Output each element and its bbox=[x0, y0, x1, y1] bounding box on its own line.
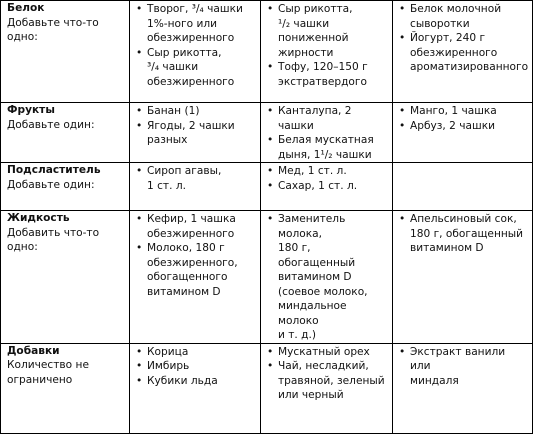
list-item bbox=[134, 104, 256, 119]
option-cell bbox=[393, 103, 533, 163]
category-cell bbox=[1, 163, 130, 211]
list-item bbox=[134, 241, 256, 299]
list-item bbox=[397, 119, 528, 134]
option-text: Йогурт, 240 г обезжиренного ароматизированного bbox=[410, 32, 529, 73]
option-list bbox=[134, 212, 256, 299]
option-list bbox=[134, 104, 256, 148]
table-body bbox=[1, 1, 533, 434]
option-text: Апельсиновый сок, 180 г, обогащенный витамином D bbox=[410, 213, 524, 254]
option-text: Канталупа, 2 чашки bbox=[278, 105, 352, 132]
option-list bbox=[134, 345, 256, 389]
category-instruction: Добавьте что-то одно: bbox=[7, 16, 99, 43]
list-item bbox=[134, 46, 256, 90]
option-cell bbox=[130, 163, 261, 211]
option-list bbox=[265, 164, 388, 193]
option-cell bbox=[130, 211, 261, 344]
option-list bbox=[397, 104, 528, 133]
option-cell bbox=[393, 1, 533, 103]
list-item bbox=[265, 104, 388, 133]
list-item bbox=[134, 212, 256, 241]
category-cell bbox=[1, 103, 130, 163]
list-item bbox=[134, 2, 256, 46]
option-text: Молоко, 180 г обезжиренного, обогащенного витамином D bbox=[147, 242, 238, 298]
option-cell bbox=[261, 343, 393, 433]
option-text: Мед, 1 ст. л. bbox=[278, 165, 347, 177]
list-item bbox=[265, 60, 388, 89]
option-text: Белая мускатная дыня, 1¹/₂ чашки bbox=[278, 134, 374, 161]
option-cell bbox=[393, 211, 533, 344]
category-title: Добавки bbox=[7, 344, 60, 357]
list-item bbox=[265, 359, 388, 403]
option-list bbox=[134, 2, 256, 89]
list-item bbox=[134, 359, 256, 374]
list-item bbox=[265, 212, 388, 343]
option-text: Мускатный орех bbox=[278, 345, 370, 358]
category-title: Белок bbox=[7, 2, 45, 14]
option-cell bbox=[261, 1, 393, 103]
option-text: Кефир, 1 чашка обезжиренного bbox=[147, 213, 236, 240]
list-item bbox=[265, 133, 388, 162]
table-row-liquid bbox=[1, 211, 533, 344]
option-text: Белок молочной сыворотки bbox=[410, 3, 502, 30]
list-item bbox=[397, 2, 528, 31]
category-instruction: Добавьте один: bbox=[7, 118, 95, 131]
table-row-protein bbox=[1, 1, 533, 103]
option-text: Заменитель молока, 180 г, обогащенный витамином D (соевое молоко, миндальное молоко и т. д.) bbox=[278, 213, 368, 341]
option-text: Манго, 1 чашка bbox=[410, 105, 497, 117]
option-list bbox=[265, 212, 388, 343]
option-list bbox=[397, 345, 528, 389]
category-instruction: Добавьте один: bbox=[7, 178, 95, 191]
list-item bbox=[134, 345, 256, 360]
option-cell bbox=[130, 1, 261, 103]
option-cell bbox=[130, 103, 261, 163]
list-item bbox=[397, 212, 528, 256]
list-item bbox=[265, 2, 388, 60]
list-item bbox=[134, 374, 256, 389]
option-text: Имбирь bbox=[147, 360, 190, 372]
list-item bbox=[265, 345, 388, 360]
option-cell bbox=[261, 103, 393, 163]
option-cell bbox=[393, 163, 533, 211]
option-list bbox=[265, 104, 388, 162]
option-text: Экстракт ванили или миндаля bbox=[410, 345, 506, 387]
category-title: Жидкость bbox=[7, 212, 70, 224]
option-text: Арбуз, 2 чашки bbox=[410, 119, 495, 132]
list-item bbox=[265, 179, 388, 194]
list-item bbox=[134, 119, 256, 148]
category-cell bbox=[1, 1, 130, 103]
option-text: Сахар, 1 ст. л. bbox=[278, 179, 358, 192]
option-list bbox=[265, 345, 388, 403]
option-list bbox=[265, 2, 388, 89]
list-item bbox=[397, 31, 528, 75]
list-item bbox=[397, 104, 528, 119]
option-cell bbox=[130, 343, 261, 433]
option-text: Сироп агавы, 1 ст. л. bbox=[147, 165, 222, 192]
table-row-fruit bbox=[1, 103, 533, 163]
category-title: Фрукты bbox=[7, 104, 55, 116]
option-text: Тофу, 120–150 г экстратвердого bbox=[278, 61, 368, 88]
option-text: Сыр рикотта, ³/₄ чашки обезжиренного bbox=[147, 46, 235, 88]
list-item bbox=[134, 164, 256, 193]
option-text: Корица bbox=[147, 345, 189, 358]
category-cell bbox=[1, 343, 130, 433]
table-row-sweetener bbox=[1, 163, 533, 211]
option-text: Творог, ³/₄ чашки 1%-ного или обезжиренного bbox=[147, 3, 243, 44]
category-instruction: Количество не ограничено bbox=[7, 359, 89, 386]
category-instruction: Добавить что-то одно: bbox=[7, 226, 100, 253]
option-list bbox=[397, 212, 528, 256]
option-cell bbox=[393, 343, 533, 433]
option-list bbox=[397, 2, 528, 75]
option-text: Сыр рикотта, ¹/₂ чашки пониженной жирности bbox=[278, 3, 353, 59]
option-cell bbox=[261, 163, 393, 211]
list-item bbox=[265, 164, 388, 179]
option-text: Ягоды, 2 чашки разных bbox=[147, 119, 235, 146]
category-cell bbox=[1, 211, 130, 344]
list-item bbox=[397, 345, 528, 389]
option-text: Банан (1) bbox=[147, 105, 200, 117]
option-text: Кубики льда bbox=[147, 374, 218, 387]
option-text: Чай, несладкий, травяной, зеленый или черный bbox=[278, 360, 385, 401]
option-cell bbox=[261, 211, 393, 344]
option-list bbox=[134, 164, 256, 193]
category-title: Подсластитель bbox=[7, 164, 101, 176]
table-row-additives bbox=[1, 343, 533, 433]
